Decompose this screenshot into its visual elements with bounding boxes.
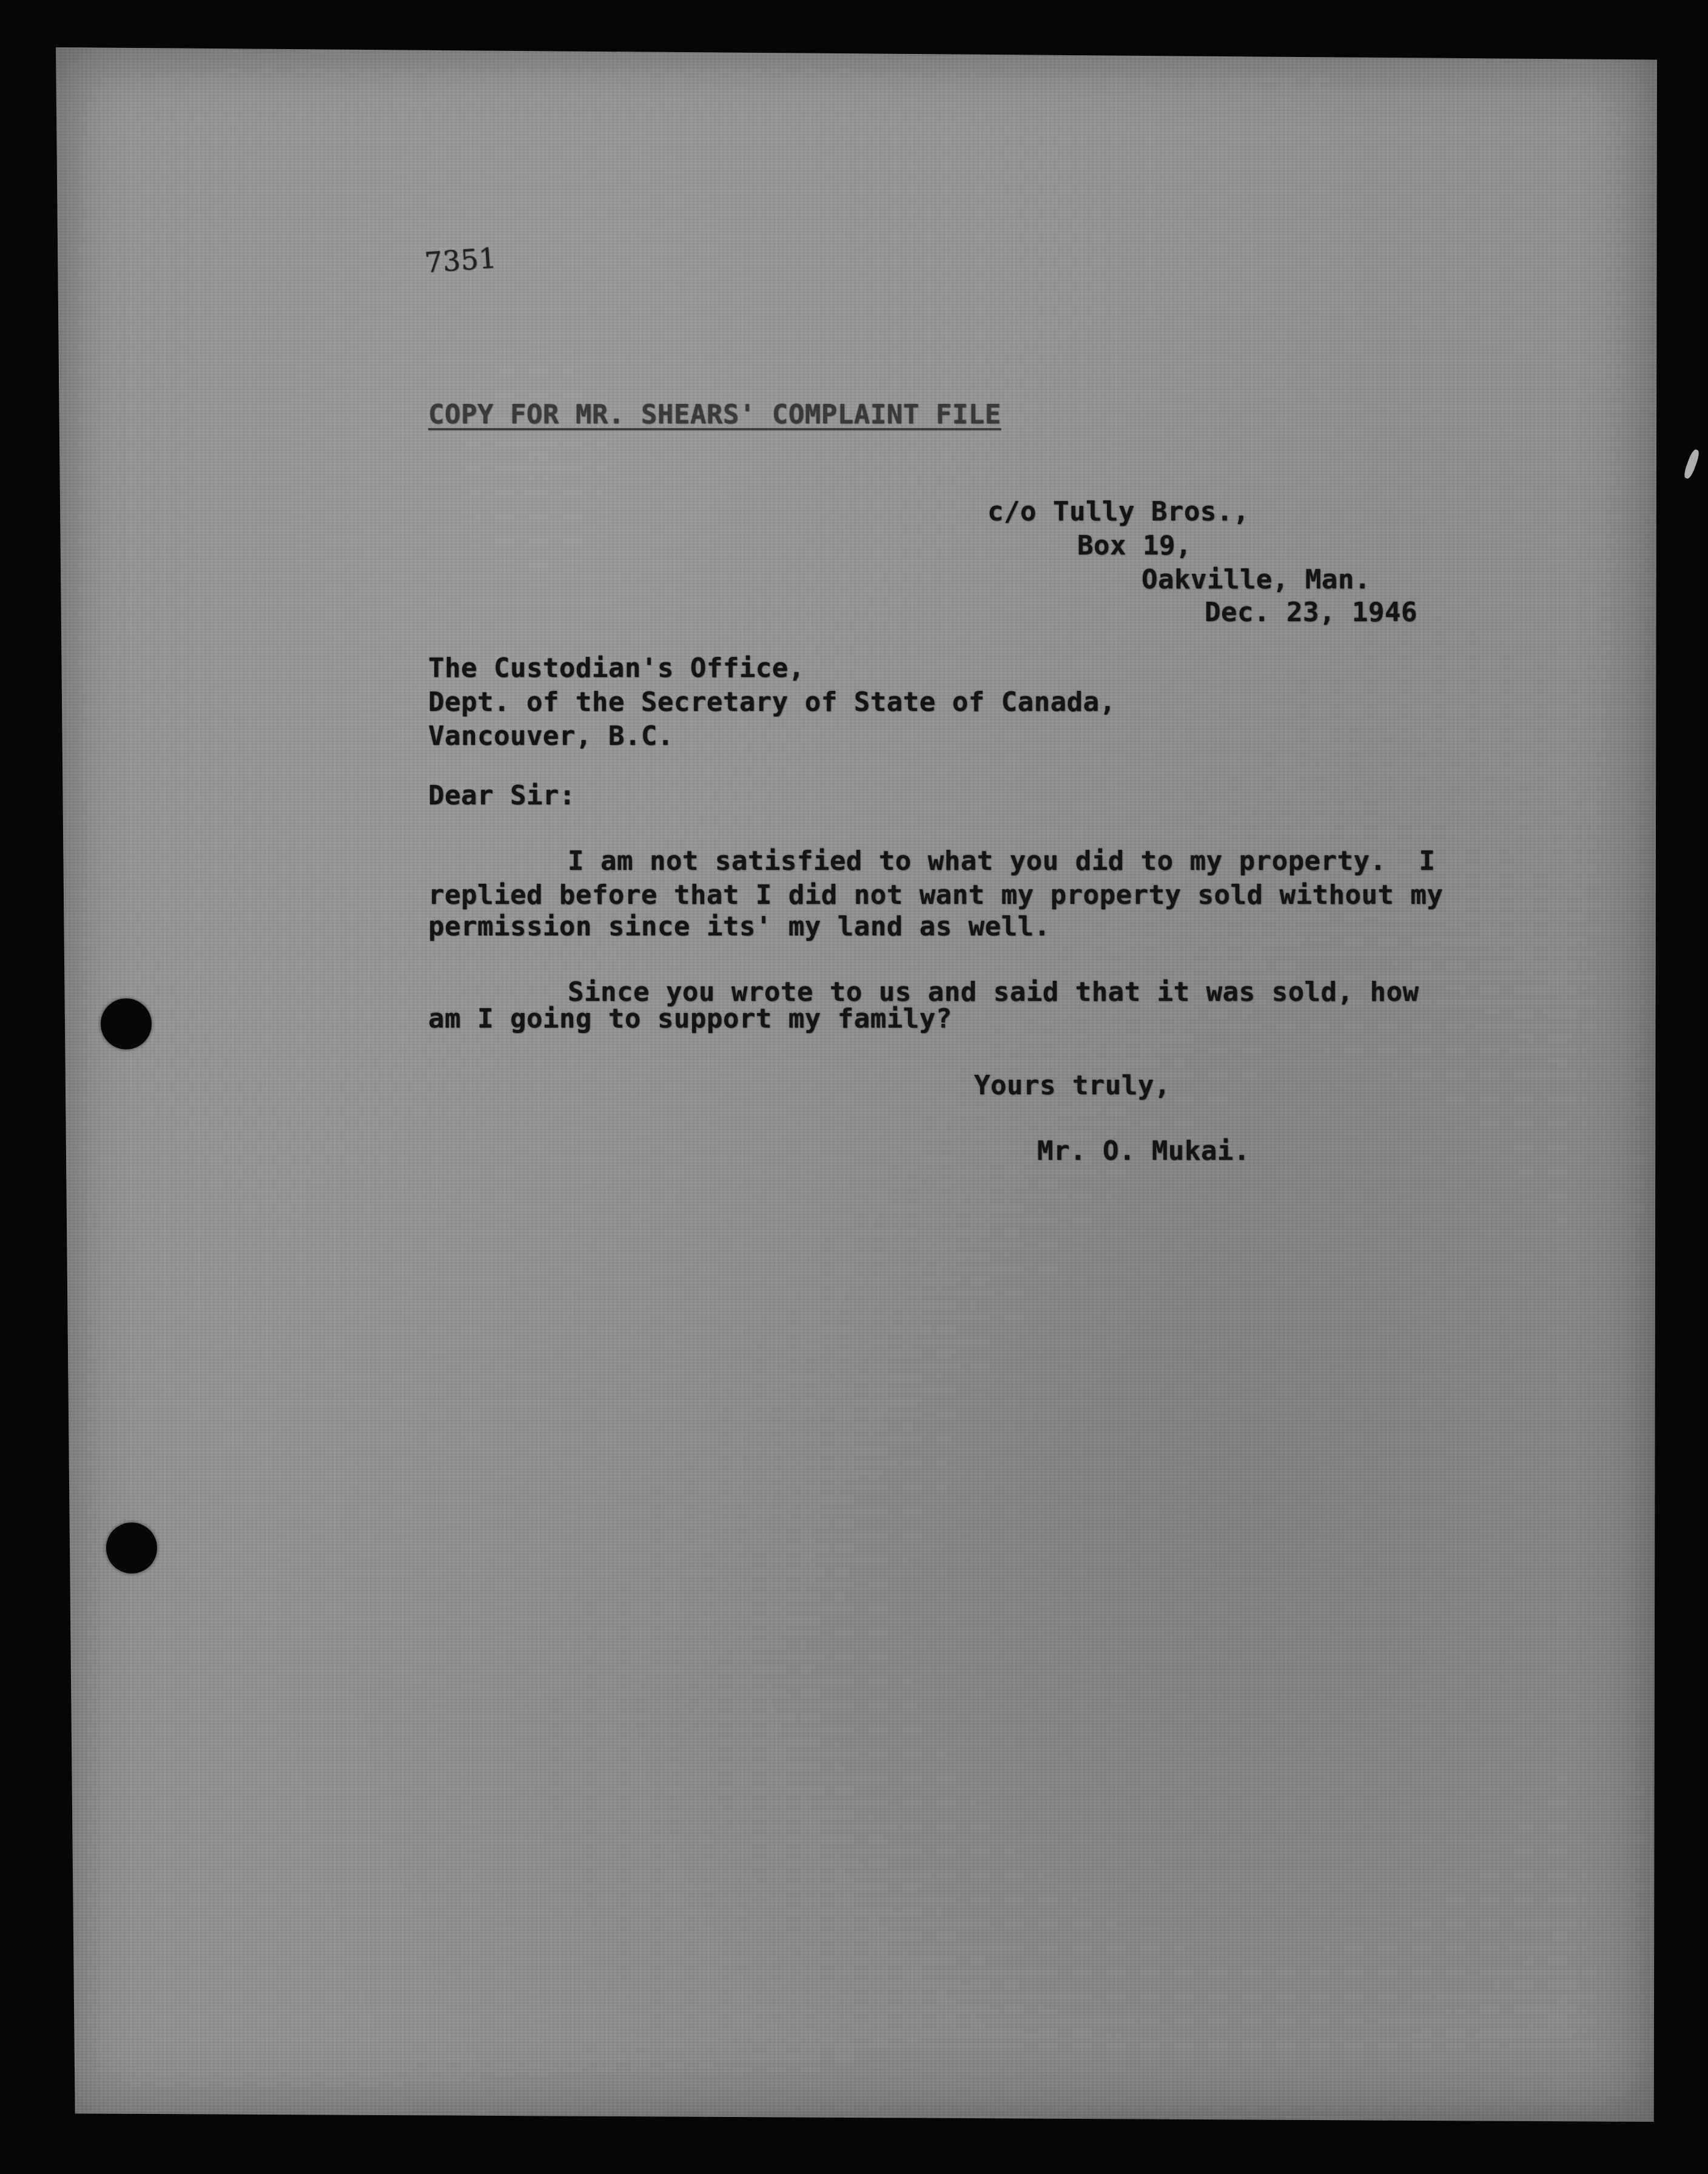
punch-hole <box>106 1523 157 1573</box>
body-line: am I going to support my family? <box>428 1003 952 1034</box>
paper-clip-mark <box>1683 448 1701 480</box>
body-line: permission since its' my land as well. <box>428 911 1051 942</box>
body-line: I am not satisfied to what you did to my property. I <box>568 846 1436 877</box>
copy-heading: COPY FOR MR. SHEARS' COMPLAINT FILE <box>428 399 1001 430</box>
salutation: Dear Sir: <box>428 780 576 811</box>
sender-address-line: Box 19, <box>1077 530 1192 561</box>
sender-address-line: c/o Tully Bros., <box>987 496 1249 527</box>
closing: Yours truly, <box>974 1070 1171 1101</box>
sender-address-line: Oakville, Man. <box>1141 564 1371 595</box>
body-line: Since you wrote to us and said that it was sold, how <box>568 977 1419 1008</box>
letter-date: Dec. 23, 1946 <box>1205 597 1417 628</box>
recipient-line: Vancouver, B.C. <box>428 721 674 752</box>
recipient-line: Dept. of the Secretary of State of Canada, <box>428 687 1116 718</box>
body-line: replied before that I did not want my property sold without my <box>428 880 1444 910</box>
file-number: 7351 <box>423 241 498 280</box>
recipient-line: The Custodian's Office, <box>428 653 805 684</box>
signature-name: Mr. O. Mukai. <box>1037 1136 1250 1166</box>
letter-page <box>56 47 1657 2122</box>
punch-hole <box>101 998 152 1049</box>
